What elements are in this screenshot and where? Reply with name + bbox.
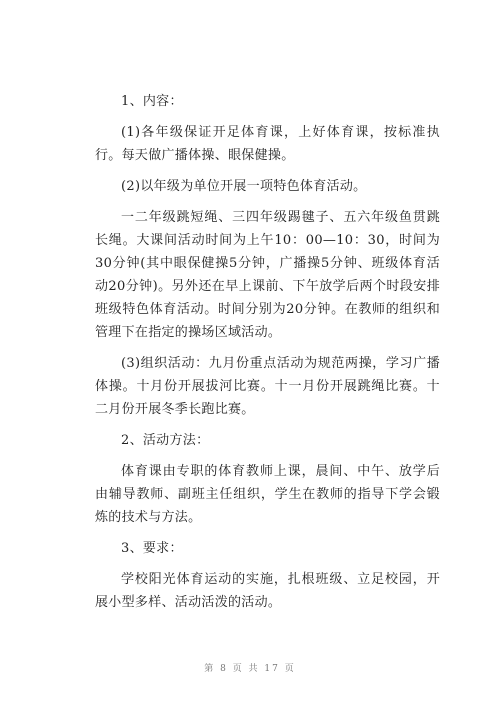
section-heading-requirements: 3、要求： <box>121 541 183 556</box>
paragraph-item-1: (1)各年级保证开足体育课，上好体育课，按标准执行。每天做广播体操、眼保健操。 <box>95 125 440 163</box>
paragraph-item-2: (2)以年级为单位开展一项特色体育活动。 <box>121 179 367 194</box>
section-heading-content: 1、内容： <box>121 94 183 109</box>
section-heading-method: 2、活动方法： <box>121 433 210 448</box>
document-body <box>95 90 440 622</box>
page-number-footer: 第 8 页 共 17 页 <box>204 664 296 674</box>
paragraph-requirements: 学校阳光体育运动的实施，扎根班级、立足校园，开展小型多样、活动活泼的活动。 <box>95 572 440 610</box>
paragraph-activity-schedule: 一二年级跳短绳、三四年级踢毽子、五六年级鱼贯跳长绳。大课间活动时间为上午10：00—10：30，时间为30分钟(其中眼保健操5分钟，广播操5分钟、班级体育活动20分钟)。另外还在早上课前、下午放学后两个时段安排班级特色体育活动。时间分别为20分钟。在教师的组织和管理下在指定的操场区域活动。 <box>95 210 440 340</box>
paragraph-item-3: (3)组织活动：九月份重点活动为规范两操，学习广播体操。十月份开展拔河比赛。十一月份开展跳绳比赛。十二月份开展冬季长跑比赛。 <box>95 356 440 417</box>
paragraph-method: 体育课由专职的体育教师上课，晨间、中午、放学后由辅导教师、副班主任组织，学生在教师的指导下学会锻炼的技术与方法。 <box>95 464 440 525</box>
